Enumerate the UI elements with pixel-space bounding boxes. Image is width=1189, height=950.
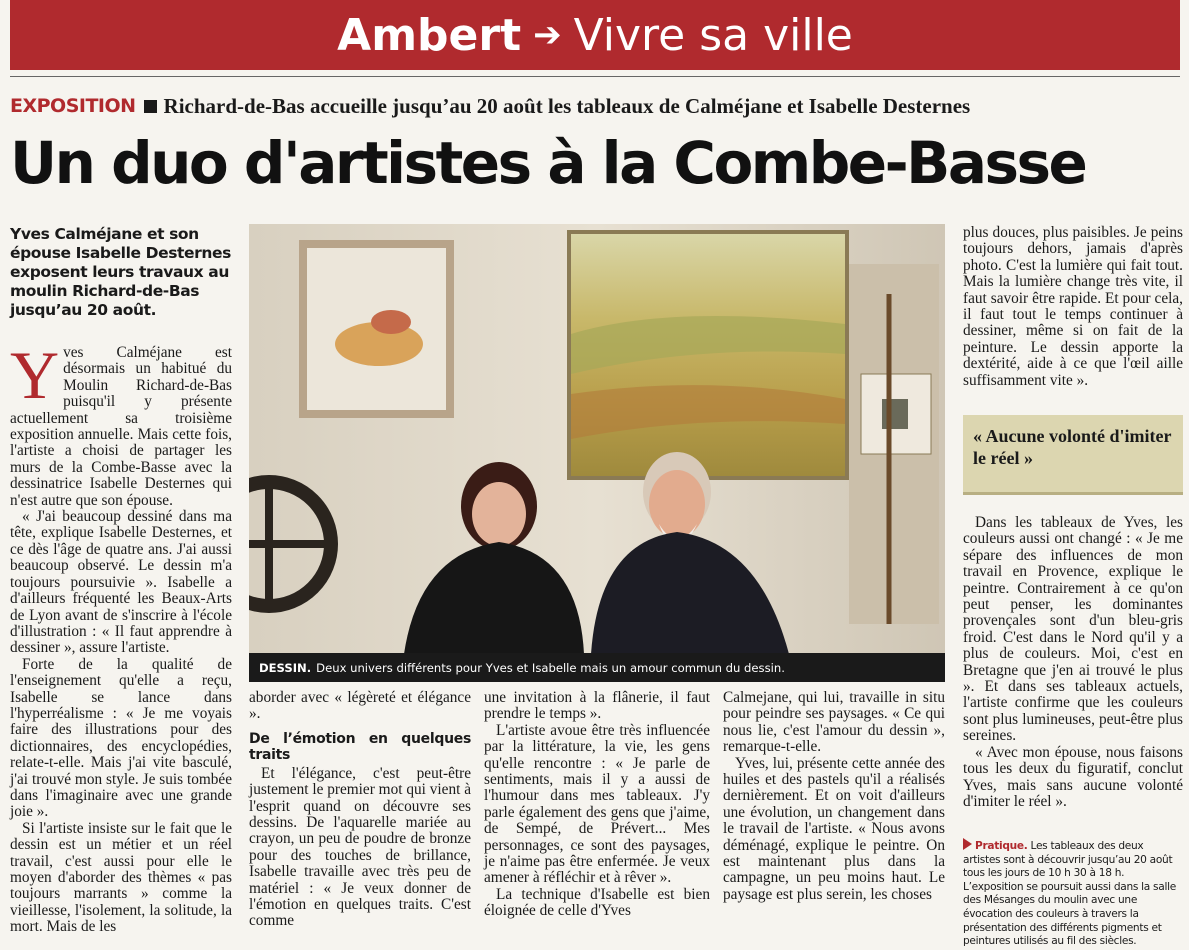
article-column-5-bottom <box>963 515 1183 810</box>
paragraph: ves Calméjane est désormais un habitué du Moulin Richard-de-Bas puisqu'il y présente actuellement sa troisième exposition annuelle. Mais cette fois, l'artiste a choisi de partager les murs de la Combe-Basse avec la dessinatrice Isabelle Desternes qui n'est autre que son épouse. <box>10 344 232 509</box>
practical-label: Pratique. <box>975 840 1028 852</box>
article-photo <box>249 224 945 682</box>
paragraph: Calmejane, qui lui, travaille in situ pour peindre ses paysages. « Ce qui nous lie, c'est l'amour du dessin », remarque-t-elle. <box>723 689 945 756</box>
photo-illustration <box>249 224 945 682</box>
paragraph: Yves, lui, présente cette année des huiles et des pastels qu'il a réalisés dernièrement. Et on voit d'ailleurs une évolution, un changement dans le travail de l'artiste. « Nous avons déménagé, explique le peintre. On est maintenant plus dans la campagne, un peu moins haut. Le paysage est plus serein, les choses <box>723 754 945 903</box>
paragraph: « Avec mon épouse, nous faisons tous les deux du figuratif, conclut Yves, mais sans aucune volonté d'imiter le réel ». <box>963 743 1183 810</box>
paragraph: Si l'artiste insiste sur le fait que le dessin est un métier et un réel travail, c'est aussi pour elle le moyen d'aborder des thèmes « pas toujours marrants » comme la vieillesse, l'isolement, la solitude, la mort. Mais de les <box>10 819 232 936</box>
article-column-1 <box>10 337 232 936</box>
headline: Un duo d'artistes à la Combe-Basse <box>10 129 1086 197</box>
pull-quote-text: « Aucune volonté d'imiter le réel » <box>973 426 1172 468</box>
paragraph: Et l'élégance, c'est peut-être justement le premier mot qui vient à l'esprit quand on découvre ses dessins. De l'aquarelle mariée au crayon, un peu de poudre de bronze pour des touches de brillance, Isabelle travaille avec très peu de matériel : « Je veux donner de l'émotion en quelques traits. C'est comme <box>249 764 471 930</box>
paragraph: Dans les tableaux de Yves, les couleurs aussi ont changé : « Je me sépare des influences de mon travail en Provence, explique le peintre. Contrairement à ce qu'on peut penser, les dominantes provençales sont d'un bleu-gris froid. C'est dans le Nord qu'il y a plus de couleurs. Moi, c'est en Bretagne que j'en ai trouvé le plus ». Et dans ses tableaux actuels, l'artiste confirme que les couleurs sont plus lumineuses, peut-être plus sereines. <box>963 514 1183 745</box>
article-column-5-top <box>963 225 1183 389</box>
caption-label: DESSIN. <box>259 660 312 675</box>
drop-cap: Y <box>10 337 60 413</box>
banner-town: Ambert <box>337 9 522 61</box>
article-column-2 <box>249 690 471 930</box>
photo-caption <box>249 653 945 682</box>
practical-info-box <box>963 838 1183 949</box>
lede: Yves Calméjane et son épouse Isabelle Desternes exposent leurs travaux au moulin Richard-de-Bas jusqu’au 20 août. <box>10 225 231 319</box>
caption-text: Deux univers différents pour Yves et Isabelle mais un amour commun du dessin. <box>316 660 785 675</box>
paragraph: La technique d'Isabelle est bien éloignée de celle d'Yves <box>484 885 710 920</box>
pull-quote <box>963 415 1183 495</box>
paragraph: une invitation à la flânerie, il faut prendre le temps ». <box>484 689 710 723</box>
kicker-label: EXPOSITION <box>10 95 136 117</box>
paragraph: Forte de la qualité de l'enseignement qu'elle a reçu, Isabelle se lance dans l'hyperréalisme : « Je me voyais faire des illustrations pour des dictionnaires, des encyclopédies, relate-t-elle. Mais j'ai vite basculé, j'ai trouvé mon style. Je suis tombée dans l'imaginaire avec une grande joie ». <box>10 655 232 821</box>
paragraph: aborder avec « légèreté et élégance ». <box>249 689 471 723</box>
paragraph: « J'ai beaucoup dessiné dans ma tête, explique Isabelle Desternes, et ce dès l'âge de quatre ans. J'ai aussi beaucoup observé. Le dessin m'a toujours poursuivie ». Isabelle a d'ailleurs fréquenté les Beaux-Arts de Lyon avant de s'inscrire à l'école d'illustration : « Il faut apprendre à dessiner », assure l'artiste. <box>10 508 232 657</box>
square-bullet-icon <box>144 100 157 113</box>
divider <box>10 76 1180 77</box>
subheading: De l’émotion en quelques traits <box>249 730 471 763</box>
arrow-icon: ➔ <box>533 17 562 54</box>
banner-section: Vivre sa ville <box>573 9 853 61</box>
kicker <box>10 93 1180 119</box>
paragraph: plus douces, plus paisibles. Je peins toujours dehors, jamais d'après photo. C'est la lumière qui fait tout. Mais la lumière change très vite, il faut savoir être rapide. Et pour cela, il faut tout le temps continuer à dessiner, même si on fait de la peinture. Le dessin apporte la dextérité, aide à ce que l'œil aille suffisamment vite ». <box>963 224 1183 389</box>
paragraph: L'artiste avoue être très influencée par la littérature, la vie, les gens qu'elle rencontre : « Je parle de sentiments, mais il y a aussi de l'humour dans mes tableaux. J'y parle également des gens que j'aime, de Sempé, de Prévert... Mes personnages, ce sont des paysages, je n'aime pas être enfermée. Je veux amener à réfléchir et à rêver ». <box>484 721 710 887</box>
practical-text: Les tableaux des deux artistes sont à découvrir jusqu’au 20 août tous les jours de 10 h 30 à 18 h. L’exposition se poursuit aussi dans la salle des Mésanges du moulin avec une évocation des couleurs à travers la présentation des différents pigments et peintures utilisés au fil des siècles. <box>963 840 1176 948</box>
article-column-3 <box>484 690 710 920</box>
article-column-4 <box>723 690 945 903</box>
section-banner <box>10 0 1180 70</box>
triangle-bullet-icon <box>963 838 972 850</box>
kicker-text: Richard-de-Bas accueille jusqu’au 20 août les tableaux de Calméjane et Isabelle Desternes <box>163 93 971 118</box>
